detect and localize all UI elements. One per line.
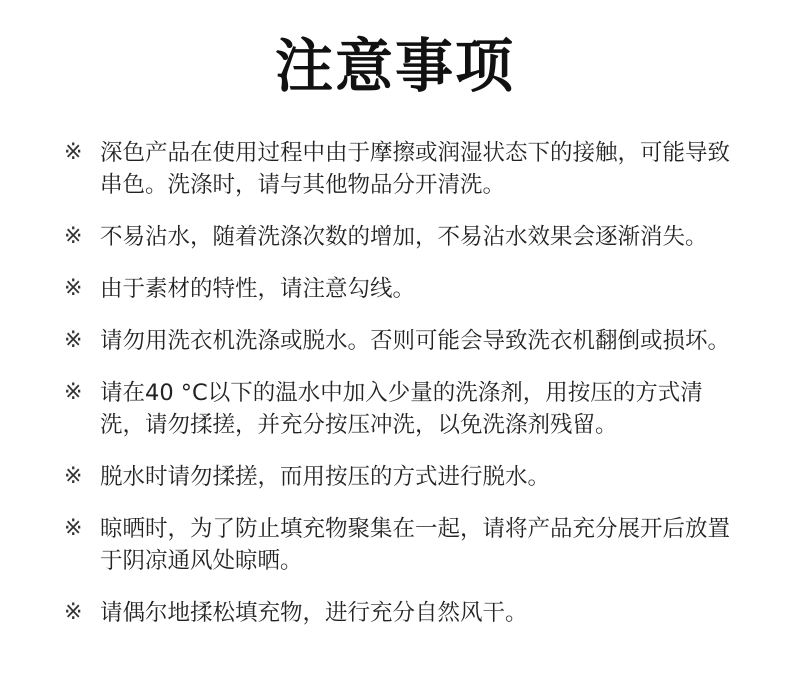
reference-mark-icon: ※: [64, 380, 83, 405]
note-text: 请偶尔地揉松填充物，进行充分自然风干。: [100, 600, 528, 626]
note-item: [64, 221, 740, 253]
reference-mark-icon: ※: [64, 140, 83, 165]
note-item: [64, 597, 740, 629]
reference-mark-icon: ※: [64, 224, 83, 249]
note-text: 请勿用洗衣机洗涤或脱水。否则可能会导致洗衣机翻倒或损坏。: [100, 328, 731, 354]
note-text: 深色产品在使用过程中由于摩擦或润湿状态下的接触，可能导致串色。洗涤时，请与其他物品分开清洗。: [100, 140, 731, 198]
page-title: 注意事项: [274, 32, 515, 100]
note-text: 由于素材的特性，请注意勾线。: [100, 276, 416, 302]
reference-mark-icon: ※: [64, 328, 83, 353]
note-item: [64, 137, 740, 201]
notes-list: [64, 137, 740, 649]
note-item: [64, 273, 740, 305]
reference-mark-icon: ※: [64, 464, 83, 489]
note-item: [64, 461, 740, 493]
note-text: 晾晒时，为了防止填充物聚集在一起，请将产品充分展开后放置于阴凉通风处晾晒。: [100, 516, 731, 574]
note-item: [64, 513, 740, 577]
reference-mark-icon: ※: [64, 600, 83, 625]
note-text: 脱水时请勿揉搓，而用按压的方式进行脱水。: [100, 464, 551, 490]
reference-mark-icon: ※: [64, 516, 83, 541]
reference-mark-icon: ※: [64, 276, 83, 301]
note-item: [64, 325, 740, 357]
note-text: 请在40 °C以下的温水中加入少量的洗涤剂，用按压的方式清洗，请勿揉搓，并充分按压冲洗，以免洗涤剂残留。: [100, 380, 703, 438]
note-text: 不易沾水，随着洗涤次数的增加，不易沾水效果会逐渐消失。: [100, 224, 708, 250]
note-item: [64, 377, 740, 441]
